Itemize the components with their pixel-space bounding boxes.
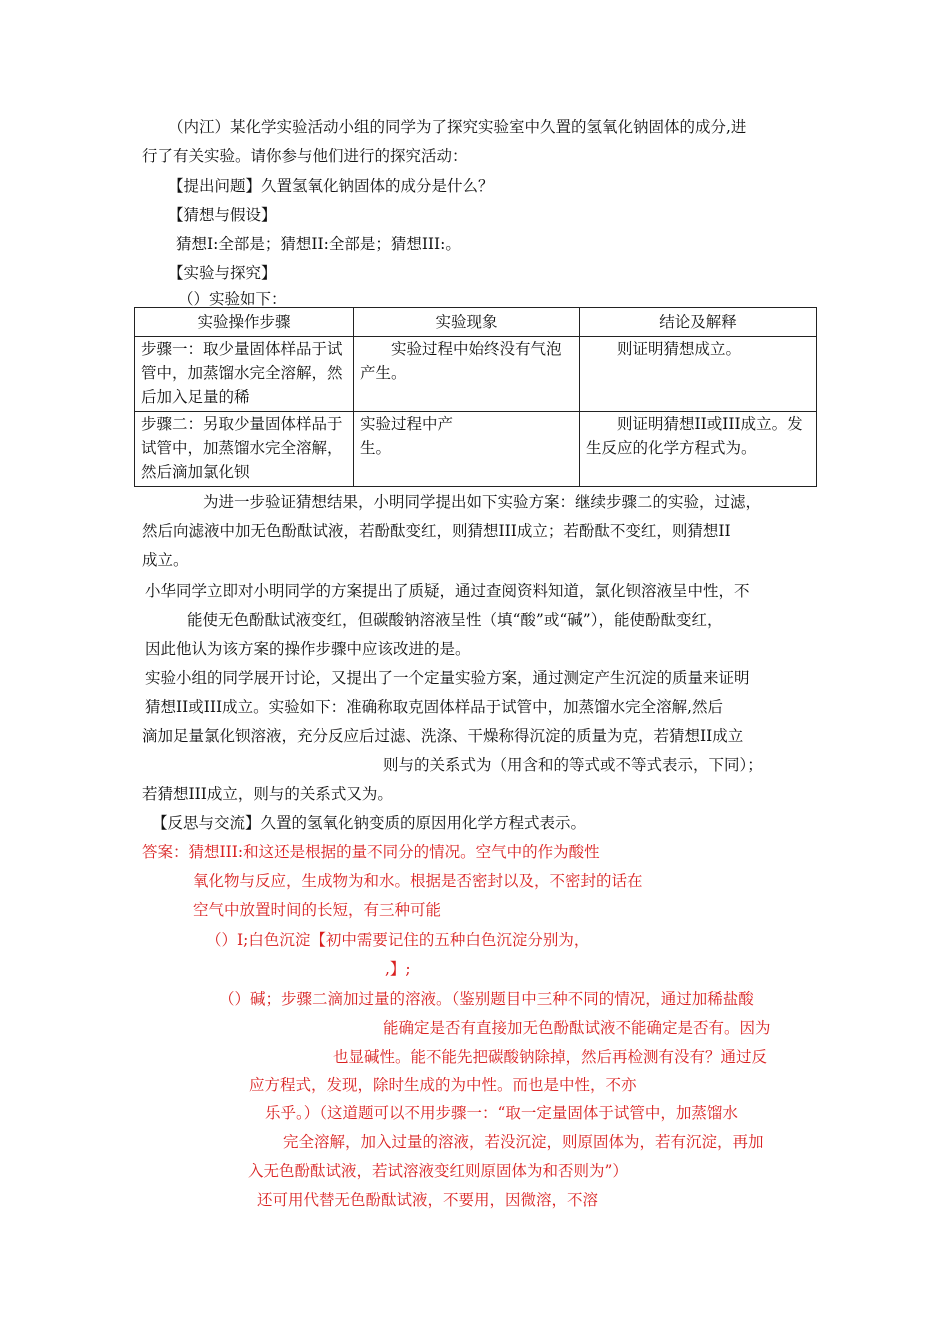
table-cell-step: 步骤二：另取少量固体样品于试管中，加蒸馏水完全溶解，然后滴加氯化钡 <box>141 415 343 481</box>
paragraph-line: 然后向滤液中加无色酚酞试液，若酚酞变红，则猜想ⅠⅠⅠ成立；若酚酞不变红，则猜想ⅠⅠ <box>142 522 731 540</box>
paragraph-line: 滴加足量氯化钡溶液，充分反应后过滤、洗涤、干燥称得沉淀的质量为克，若猜想ⅠⅠ成立 <box>142 727 744 745</box>
answer-line: 氧化物与反应，生成物为和水。根据是否密封以及，不密封的话在 <box>193 872 643 890</box>
experiment-heading: 【实验与探究】 <box>168 264 277 282</box>
table-row <box>135 337 817 412</box>
answer-line: 应方程式，发现，除时生成的为中性。而也是中性，不亦 <box>249 1076 637 1094</box>
experiment-table <box>134 307 817 487</box>
answer-line: 还可用代替无色酚酞试液，不要用，因微溶，不溶 <box>257 1191 599 1209</box>
table-cell-conclusion: 则证明猜想成立。 <box>617 340 742 358</box>
paragraph-line: 猜想ⅠⅠ或ⅠⅠⅠ成立。实验如下：准确称取克固体样品于试管中，加蒸馏水完全溶解,然后 <box>145 698 724 716</box>
table-header-cell: 实验现象 <box>354 308 580 337</box>
hypothesis-heading: 【猜想与假设】 <box>168 206 277 224</box>
hypotheses-line: 猜想Ⅰ:全部是；猜想ⅠⅠ:全部是；猜想ⅠⅠⅠ:。 <box>176 235 461 253</box>
table-cell-phenomenon: 实验过程中始终没有气泡产生。 <box>360 340 562 382</box>
paragraph-line: 因此他认为该方案的操作步骤中应该改进的是。 <box>145 640 471 658</box>
answer-line: （）碱；步骤二滴加过量的溶液。（鉴别题目中三种不同的情况，通过加稀盐酸 <box>219 990 754 1008</box>
table-cell-step: 步骤一：取少量固体样品于试管中，加蒸馏水完全溶解，然后加入足量的稀 <box>141 340 343 406</box>
paragraph-line: 成立。 <box>142 551 189 569</box>
answer-line: ,】; <box>385 960 411 978</box>
experiment-intro: （）实验如下： <box>178 290 287 308</box>
answer-line: 也显碱性。能不能先把碳酸钠除掉，然后再检测有没有？通过反 <box>333 1048 768 1066</box>
paragraph-line: 则与的关系式为（用含和的等式或不等式表示，下同）； <box>383 756 763 774</box>
answer-line: 答案：猜想ⅠⅠⅠ:和这还是根据的量不同分的情况。空气中的作为酸性 <box>142 843 600 861</box>
paragraph-line: 能使无色酚酞试液变红，但碳酸钠溶液呈性（填“酸”或“碱”），能使酚酞变红， <box>187 611 723 629</box>
table-cell-conclusion: 则证明猜想ⅠⅠ或ⅠⅠⅠ成立。发生反应的化学方程式为。 <box>586 415 803 457</box>
intro-line-2: 行了有关实验。请你参与他们进行的探究活动： <box>142 147 468 165</box>
table-row <box>135 412 817 487</box>
question-line: 【提出问题】久置氢氧化钠固体的成分是什么？ <box>168 177 494 195</box>
paragraph-line: 实验小组的同学展开讨论，又提出了一个定量实验方案，通过测定产生沉淀的质量来证明 <box>145 669 750 687</box>
answer-line: （）Ⅰ;白色沉淀【初中需要记住的五种白色沉淀分别为， <box>206 931 590 949</box>
table-header-row <box>135 308 817 337</box>
answer-line: 乐乎。）（这道题可以不用步骤一：“取一定量固体于试管中，加蒸馏水 <box>265 1104 738 1122</box>
answer-line: 完全溶解，加入过量的溶液，若没沉淀，则原固体为，若有沉淀，再加 <box>283 1133 764 1151</box>
table-header-cell: 结论及解释 <box>580 308 817 337</box>
answer-line: 能确定是否有直接加无色酚酞试液不能确定是否有。因为 <box>383 1019 771 1037</box>
paragraph-line: 为进一步验证猜想结果，小明同学提出如下实验方案：继续步骤二的实验，过滤， <box>203 493 762 511</box>
intro-line-1: （内江）某化学实验活动小组的同学为了探究实验室中久置的氢氧化钠固体的成分,进 <box>168 118 747 136</box>
paragraph-line: 若猜想ⅠⅠⅠ成立，则与的关系式又为。 <box>142 785 393 803</box>
paragraph-line: 【反思与交流】久置的氢氧化钠变质的原因用化学方程式表示。 <box>152 814 587 832</box>
answer-line: 空气中放置时间的长短，有三种可能 <box>193 901 442 919</box>
answer-line: 入无色酚酞试液，若试溶液变红则原固体为和否则为”） <box>248 1162 628 1180</box>
table-header-cell: 实验操作步骤 <box>135 308 354 337</box>
table-cell-phenomenon: 实验过程中产生。 <box>360 415 454 457</box>
paragraph-line: 小华同学立即对小明同学的方案提出了质疑，通过查阅资料知道，氯化钡溶液呈中性，不 <box>145 582 750 600</box>
